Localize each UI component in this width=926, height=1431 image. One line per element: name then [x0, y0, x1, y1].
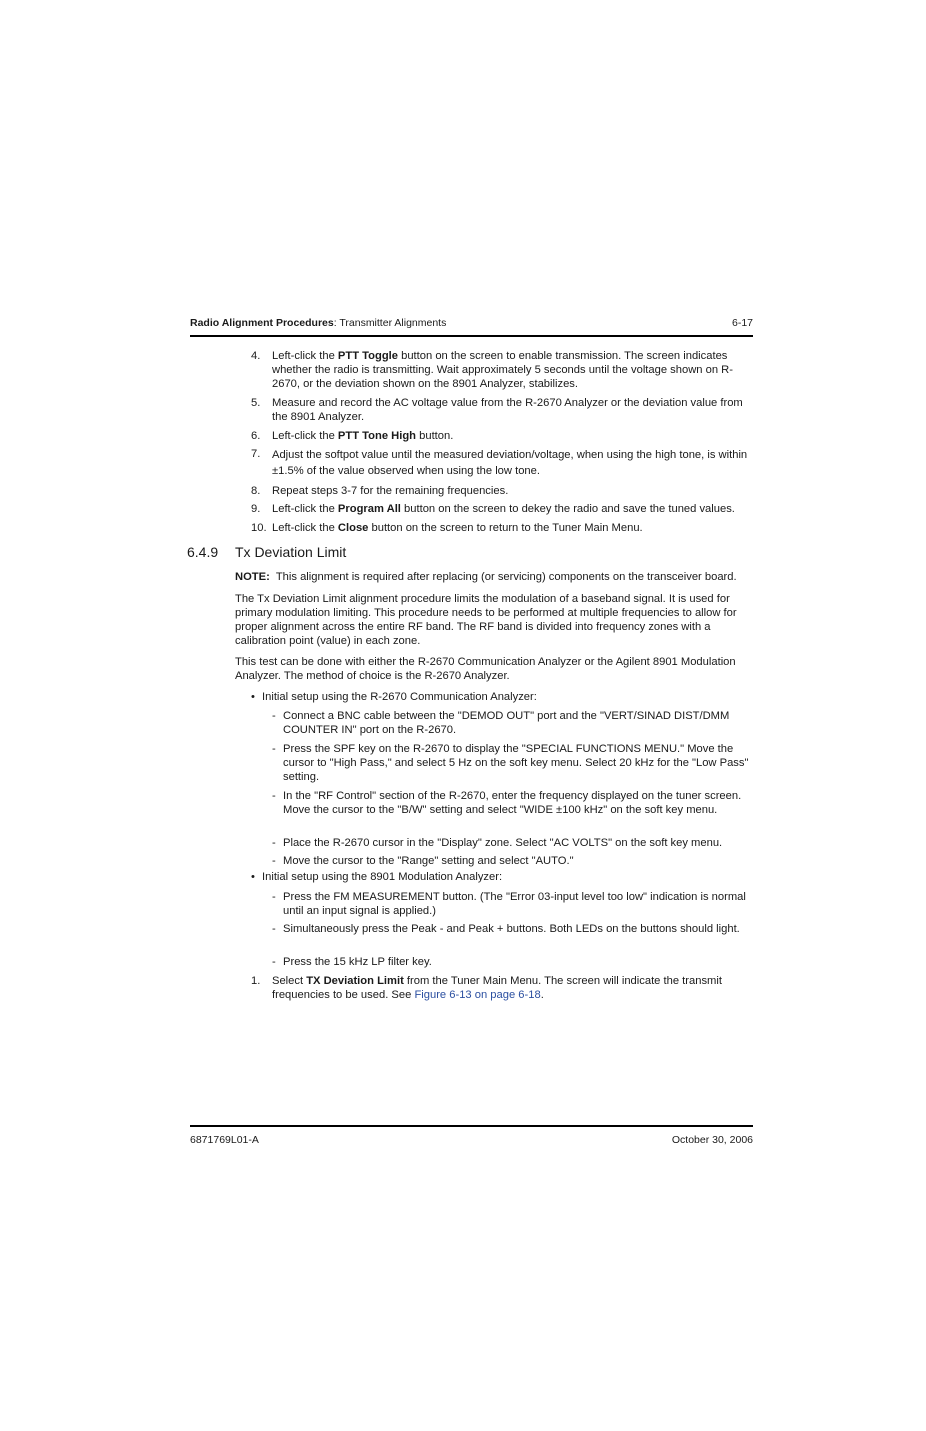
step-text-post: button. [416, 430, 454, 442]
dash-text: Place the R-2670 cursor in the "Display" zone. Select "AC VOLTS" on the soft key menu. [283, 837, 723, 849]
step-text [272, 974, 753, 1002]
step-number: 7. [251, 448, 261, 460]
figure-link[interactable]: Figure 6-13 on page 6-18 [414, 989, 541, 1001]
step-number: 4. [251, 350, 261, 362]
paragraph: This test can be done with either the R-2670 Communication Analyzer or the Agilent 8901 Modulation Analyzer. The method of choice is the R-2670 Analyzer. [235, 656, 736, 682]
step-text-pre: Left-click the [272, 350, 338, 362]
page-footer [190, 1125, 753, 1146]
dash-mark: - [272, 855, 276, 867]
dash-text: In the "RF Control" section of the R-2670, enter the frequency displayed on the tuner screen. Move the cursor to the "B/W" setting and select "WIDE ±100 kHz" on the soft key menu. [283, 790, 742, 816]
step-text-pre: Left-click the [272, 522, 338, 534]
step-number: 10. [251, 522, 267, 534]
dash-mark: - [272, 710, 276, 722]
section-title: Tx Deviation Limit [235, 544, 347, 560]
step-text-mid: from the Tuner Main Menu. The screen will indicate the transmit frequencies to be used. See [272, 975, 722, 1001]
step-text-post: button on the screen to dekey the radio and save the tuned values. [400, 503, 735, 515]
section-number: 6.4.9 [187, 544, 219, 560]
step-text [272, 429, 753, 443]
dash-text: Press the 15 kHz LP filter key. [283, 956, 432, 968]
bullet-text: Initial setup using the 8901 Modulation Analyzer: [262, 871, 503, 883]
step-number: 8. [251, 485, 261, 497]
step-text-post: button on the screen to return to the Tuner Main Menu. [368, 522, 643, 534]
header-section [190, 317, 446, 329]
bullet-text: Initial setup using the R-2670 Communication Analyzer: [262, 691, 537, 703]
dash-text: Simultaneously press the Peak - and Peak + buttons. Both LEDs on the buttons should light. [283, 923, 740, 935]
dash-mark: - [272, 837, 276, 849]
dash-mark: - [272, 790, 276, 802]
header-section-rest: : Transmitter Alignments [333, 317, 447, 329]
header-section-bold: Radio Alignment Procedures [190, 317, 334, 329]
step-text [272, 521, 753, 535]
dash-text: Press the FM MEASUREMENT button. (The "Error 03-input level too low" indication is normal until an input signal is applied.) [283, 891, 746, 917]
step-number: 5. [251, 397, 261, 409]
dash-mark: - [272, 923, 276, 935]
dash-text: Press the SPF key on the R-2670 to display the "SPECIAL FUNCTIONS MENU." Move the cursor to "High Pass," and select 5 Hz on the soft key menu. Select 20 kHz for the "Low Pass" setting. [283, 743, 749, 783]
step-text-pre: Select [272, 975, 307, 987]
step-text: Measure and record the AC voltage value from the R-2670 Analyzer or the deviation value from the 8901 Analyzer. [272, 397, 743, 423]
step-number: 6. [251, 430, 261, 442]
footer-date: October 30, 2006 [671, 1134, 753, 1146]
step-text: Repeat steps 3-7 for the remaining frequencies. [272, 485, 509, 497]
note [235, 570, 753, 584]
paragraph: The Tx Deviation Limit alignment procedure limits the modulation of a baseband signal. It is used for primary modulation limiting. This procedure needs to be performed at multiple frequencies to allow for proper alignment across the entire RF band. The RF band is divided into frequency zones with a calibration point (value) in each zone. [235, 593, 737, 647]
step-text-pre: Left-click the [272, 430, 338, 442]
step-bold-ptt-toggle: PTT Toggle [337, 350, 398, 362]
dash-mark: - [272, 743, 276, 755]
step-text-post: button on the screen to enable transmission. The screen indicates whether the radio is transmitting. Wait approximately 5 seconds until the voltage shown on R-2670, or the deviation shown on the 8901 Analyzer, stabilizes. [272, 350, 733, 390]
dash-text: Move the cursor to the "Range" setting and select "AUTO." [283, 855, 574, 867]
note-text: This alignment is required after replacing (or servicing) components on the transceiver board. [275, 571, 737, 583]
footer-doc-number: 6871769L01-A [190, 1134, 259, 1146]
step-bold-close: Close [337, 522, 369, 534]
dash-mark: - [272, 956, 276, 968]
step-text [272, 349, 753, 391]
note-label: NOTE: [235, 571, 270, 583]
page-header [190, 316, 753, 337]
step-text-pre: Left-click the [272, 503, 338, 515]
bullet-mark: • [251, 871, 255, 883]
step-text [272, 502, 753, 516]
step-text: Adjust the softpot value until the measured deviation/voltage, when using the high tone, is within ±1.5% of the value observed when using the low tone. [272, 449, 748, 477]
dash-text: Connect a BNC cable between the "DEMOD OUT" port and the "VERT/SINAD DIST/DMM COUNTER IN" port on the R-2670. [283, 710, 730, 736]
step-bold-program-all: Program All [337, 503, 401, 515]
step-bold-tx-deviation-limit: TX Deviation Limit [306, 975, 404, 987]
step-number: 1. [251, 975, 261, 987]
step-text-post: . [540, 989, 544, 1001]
step-bold-ptt-tone-high: PTT Tone High [337, 430, 417, 442]
header-page-number: 6-17 [731, 317, 753, 329]
bullet-mark: • [251, 691, 255, 703]
dash-mark: - [272, 891, 276, 903]
step-number: 9. [251, 503, 261, 515]
